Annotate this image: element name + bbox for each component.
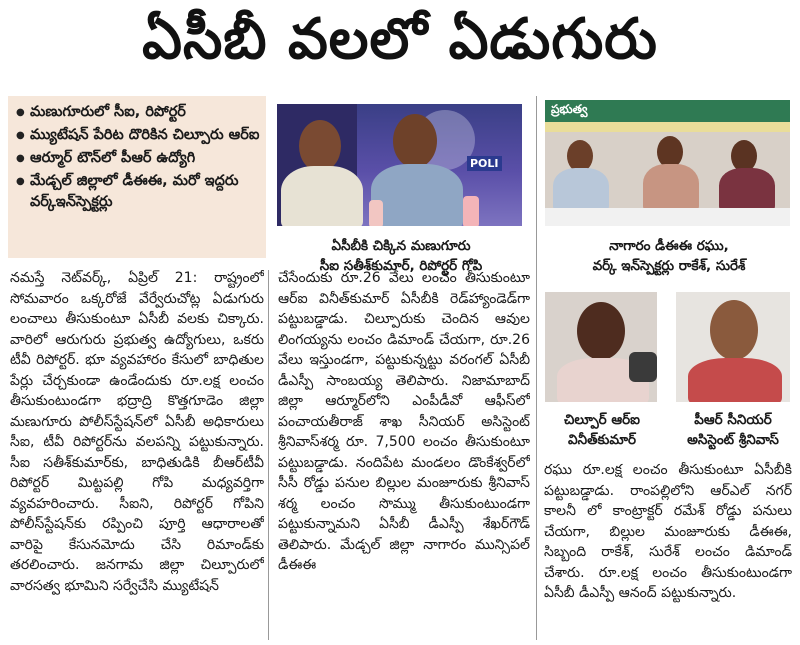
photo-caption: చిల్పూర్ ఆర్ఐ వినీత్‌కుమార్ [564,412,640,448]
highlight-item: ● మణుగూరులో సీఐ, రిపోర్టర్ [16,102,260,123]
photo-dee-inspectors [545,100,790,226]
highlight-item: ● మ్యుటేషన్ పేరిట దొరికిన చిల్పూరు ఆర్ఐ [16,125,260,146]
photo-ri [545,292,657,402]
person-figure [710,300,758,360]
police-badge-text: POLI [467,156,502,171]
article-text: చేసేందుకు రూ.26 వేలు లంచం తీసుకుంటూ ఆర్ఐ వినీత్‌కుమార్ ఏసీబీకి రెడ్‌హ్యాండెడ్‌గా పట్టుబడ్డాడు. చిల్పూరుకు చెందిన ఆవుల లింగయ్యను లంచం డిమాండ్ చేయగా, రూ.26 వేలు ఇస్తుండగా, పట్టుకున్నట్టు వరంగల్ ఏసీబీ డీఎస్పీ సాంబయ్య తెలిపారు. నిజామాబాద్ జిల్లా ఆర్మూర్‌లోని ఎంపీడీవో ఆఫీస్‌లో పంచాయతీరాజ్ శాఖ సీనియర్ అసిస్టెంట్ శ్రీనివాస్‌శర్మ రూ. 7,500 లంచం తీసుకుంటూ పట్టుబడ్డాడు. నందిపేట మండలం డొంకేశ్వర్‌లో సీసీ రోడ్డు పనుల బిల్లుల మంజూరుకు శ్రీనివాస్ శర్మ లంచం సొమ్ము తీసుకుంటుండగా పట్టుకున్నామని ఏసీబీ డీఎస్పీ శేఖర్‌గౌడ్ తెలిపారు. మేడ్చల్ జిల్లా నాగారం మున్సిపల్ డీఈఈ [278,270,530,573]
column-divider [268,270,269,640]
photo-caption: ఏసీబీకి చిక్కిన మణుగూరు సీఐ సతీశ్‌కుమార్, రిపోర్టర్ గోపి [319,238,483,274]
banner-text: ప్రభుత్వ [551,102,588,116]
article-text: రఘు రూ.లక్ష లంచం తీసుకుంటూ ఏసీబీకి పట్టుబడ్డాడు. రాంపల్లిలోని ఆర్‌ఎల్ నగర్ కాలనీ లో కాంట్రాక్టర్ రమేశ్ రోడ్డు పనులు చేయగా, బిల్లుల మంజూరుకు డీఈఈ, సిబ్బంది రాకేశ్, సురేశ్ లంచం డిమాండ్ చేశారు. రూ.లక్ష లంచం తీసుకుంటుండగా ఏసీబీ డీఎస్పీ ఆనంద్ పట్టుకున్నారు. [544,462,792,601]
photo-caption: పీఆర్ సీనియర్ అసిస్టెంట్ శ్రీనివాస్ [687,412,779,448]
photo-pr-assistant [676,292,790,402]
article-text: నమస్తే నెట్‌వర్క్, ఏప్రిల్ 21: రాష్ట్రంలో సోమవారం ఒక్కరోజే వేర్వేరుచోట్ల ఏడుగురు లంచాలు తీసుకుంటూ ఏసీబీ వలకు చిక్కారు. వారిలో ఆరుగురు ప్రభుత్వ ఉద్యోగులు, ఒకరు టీవీ రిపోర్టర్. భూ వ్యవహారం కేసులో బాధితుల పేర్లు చేర్చకుండా ఉండేందుకు రూ.లక్ష లంచం తీసుకుంటుండగా భద్రాద్రి కొత్తగూడెం జిల్లా మణుగూరు పోలీస్‌స్టేషన్‌లో ఏసీబీ అధికారులు సీఐ, టీవీ రిపోర్టర్‌ను వలపన్ని పట్టుకున్నారు. సీఐ సతీశ్‌కుమార్‌కు, బాధితుడికి బీఆర్‌టీవీ రిపోర్టర్ మిట్టపల్లి గోపి మధ్యవర్తిగా వ్యవహరించారు. సీఐని, రిపోర్టర్ గోపిని పోలీస్‌స్టేషన్‌కు రప్పించి పూర్తి ఆధారాలతో వారిపై కేసునమోదు చేసి రిమాండ్‌కు తరలించారు. జనగామ జిల్లా చిల్పూరులో వారసత్వ భూమిని సర్వేచేసి మ్యుటేషన్ [10,270,264,594]
article-column [278,268,530,643]
article-column [10,268,264,643]
highlights-list [16,102,260,213]
photo-caption: నాగారం డీఈఈ రఘు, వర్క్ ఇన్‌స్పెక్టర్లు రాకేశ్, సురేశ్ [592,238,746,274]
person-figure [393,114,437,168]
article-column [544,460,792,643]
highlight-item: ● మేడ్చల్ జిల్లాలో డీఈఈ, మరో ఇద్దరు వర్క్ఇన్‌స్పెక్టర్లు [16,171,260,213]
person-figure [577,302,625,360]
headline: ఏసీబీ వలలో ఏడుగురు [142,6,658,72]
highlight-item: ● ఆర్మూర్ టౌన్‌లో పీఆర్ ఉద్యోగి [16,148,260,169]
person-figure [299,120,341,172]
column-divider [536,96,537,640]
photo-ci-reporter [277,104,522,226]
highlights-box [8,96,266,258]
